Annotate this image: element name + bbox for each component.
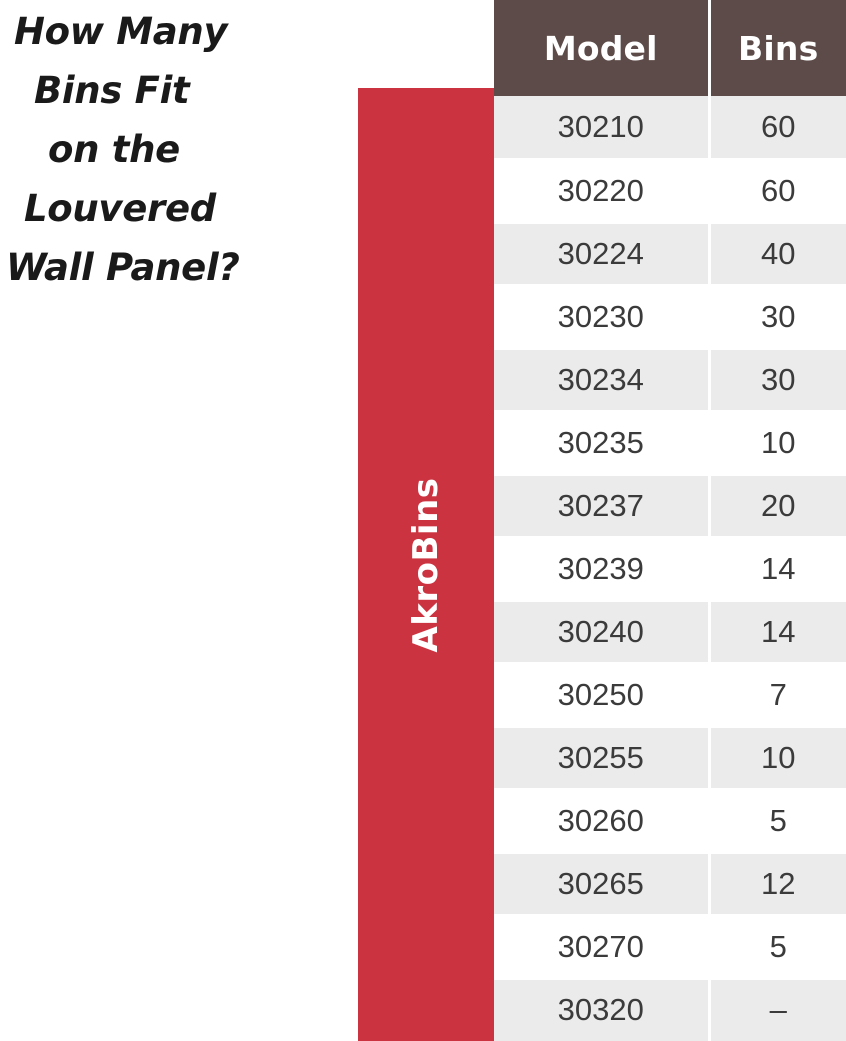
page-title <box>0 0 352 297</box>
table-row <box>494 978 846 1041</box>
table-row <box>494 663 846 726</box>
cell-model: 30230 <box>494 285 709 348</box>
cell-model: 30260 <box>494 789 709 852</box>
cell-bins: 10 <box>709 411 846 474</box>
cell-bins: 60 <box>709 159 846 222</box>
cell-bins: 30 <box>709 348 846 411</box>
table-row <box>494 411 846 474</box>
cell-bins: – <box>709 978 846 1041</box>
cell-model: 30234 <box>494 348 709 411</box>
table-row <box>494 222 846 285</box>
table-row <box>494 915 846 978</box>
table-body <box>494 96 846 1041</box>
page-title-line-1: How Many <box>14 10 228 53</box>
cell-model: 30237 <box>494 474 709 537</box>
table-row <box>494 537 846 600</box>
cell-bins: 14 <box>709 537 846 600</box>
cell-model: 30210 <box>494 96 709 159</box>
cell-bins: 20 <box>709 474 846 537</box>
table-row <box>494 159 846 222</box>
page-title-line-3: on the <box>48 128 180 171</box>
page-title-line-4: Louvered <box>24 187 216 230</box>
page-title-line-2: Bins Fit <box>34 69 190 112</box>
table-row <box>494 789 846 852</box>
cell-bins: 40 <box>709 222 846 285</box>
cell-model: 30235 <box>494 411 709 474</box>
cell-bins: 5 <box>709 915 846 978</box>
column-header-model: Model <box>494 0 709 96</box>
cell-model: 30239 <box>494 537 709 600</box>
table-row <box>494 96 846 159</box>
cell-bins: 30 <box>709 285 846 348</box>
cell-model: 30320 <box>494 978 709 1041</box>
table-row <box>494 726 846 789</box>
cell-bins: 7 <box>709 663 846 726</box>
table-row <box>494 348 846 411</box>
table-header <box>494 0 846 96</box>
cell-model: 30220 <box>494 159 709 222</box>
table-header-row <box>494 0 846 96</box>
cell-model: 30265 <box>494 852 709 915</box>
table-row <box>494 285 846 348</box>
cell-model: 30224 <box>494 222 709 285</box>
cell-model: 30250 <box>494 663 709 726</box>
bins-table <box>494 0 846 1041</box>
table-row <box>494 852 846 915</box>
cell-model: 30270 <box>494 915 709 978</box>
cell-model: 30255 <box>494 726 709 789</box>
cell-bins: 12 <box>709 852 846 915</box>
brand-banner <box>358 88 494 1041</box>
cell-bins: 5 <box>709 789 846 852</box>
column-header-bins: Bins <box>709 0 846 96</box>
cell-bins: 14 <box>709 600 846 663</box>
table-row <box>494 474 846 537</box>
cell-bins: 10 <box>709 726 846 789</box>
cell-bins: 60 <box>709 96 846 159</box>
page-title-line-5: Wall Panel? <box>6 246 240 289</box>
brand-label: AkroBins <box>406 476 446 653</box>
table-row <box>494 600 846 663</box>
cell-model: 30240 <box>494 600 709 663</box>
